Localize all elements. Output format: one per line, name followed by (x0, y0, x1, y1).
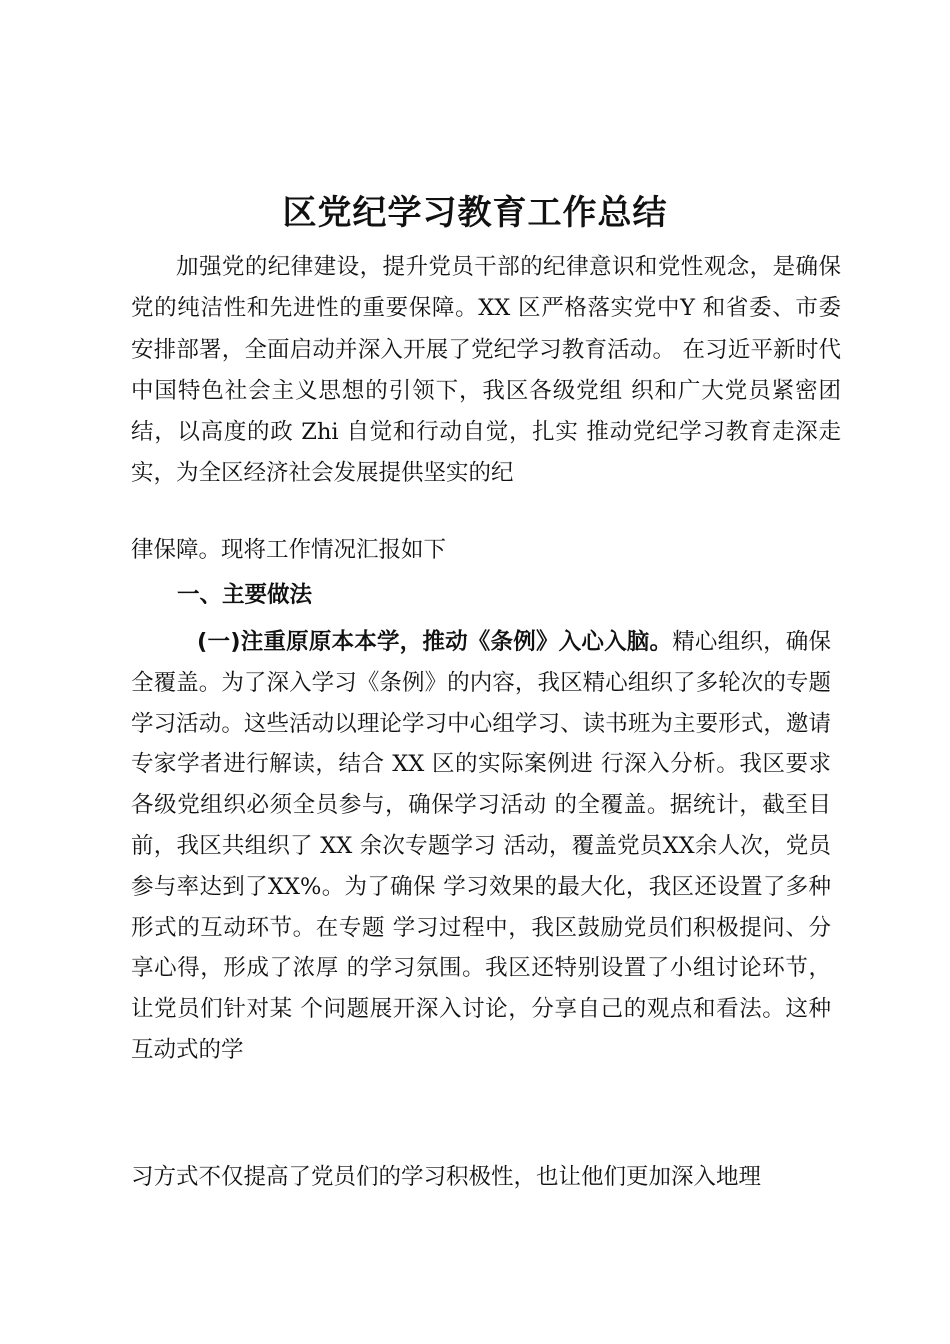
intro-paragraph: 加强党的纪律建设，提升党员干部的纪律意识和党性观念，是确保党的纯洁性和先进性的重要保障。XX 区严格落实党中Y 和省委、市委安排部署，全面启动并深入开展了党纪学习教育活动。 在习近平新时代中国特色社会主义思想的引领下，我区各级党组 织和广大党员紧密团结，以高度的政 Zhi 自觉和行动自觉，扎实 推动党纪学习教育走深走实，为全区经济社会发展提供坚实的纪 (131, 254, 841, 487)
document-title: 区党纪学习教育工作总结 (282, 193, 668, 233)
section-heading: 一、主要做法 (177, 582, 313, 608)
intro-paragraph-continued: 律保障。现将工作情况汇报如下 (131, 537, 447, 563)
subsection-lead: (一)注重原原本本学，推动《条例》入心入脑。 (197, 629, 673, 655)
continuation-paragraph: 习方式不仅提高了党员们的学习积极性，也让他们更加深入地理 (131, 1164, 762, 1190)
subsection-paragraph (131, 622, 831, 1071)
subsection-body: 精心组织，确保全覆盖。为了深入学习《条例》的内容，我区精心组织了多轮次的专题学习活动。这些活动以理论学习中心组学习、读书班为主要形式，邀请专家学者进行解读，结合 XX 区的实际案例进 行深入分析。我区要求各级党组织必须全员参与，确保学习活动 的全覆盖。据统计，截至目前，我区共组织了 XX 余次专题学习 活动，覆盖党员XX余人次，党员参与率达到了XX%。为了确保 学习效果的最大化，我区还设置了多种形式的互动环节。在专题 学习过程中，我区鼓励党员们积极提问、分享心得，形成了浓厚 的学习氛围。我区还特别设置了小组讨论环节，让党员们针对某 个问题展开深入讨论，分享自己的观点和看法。这种互动式的学 (131, 629, 831, 1063)
